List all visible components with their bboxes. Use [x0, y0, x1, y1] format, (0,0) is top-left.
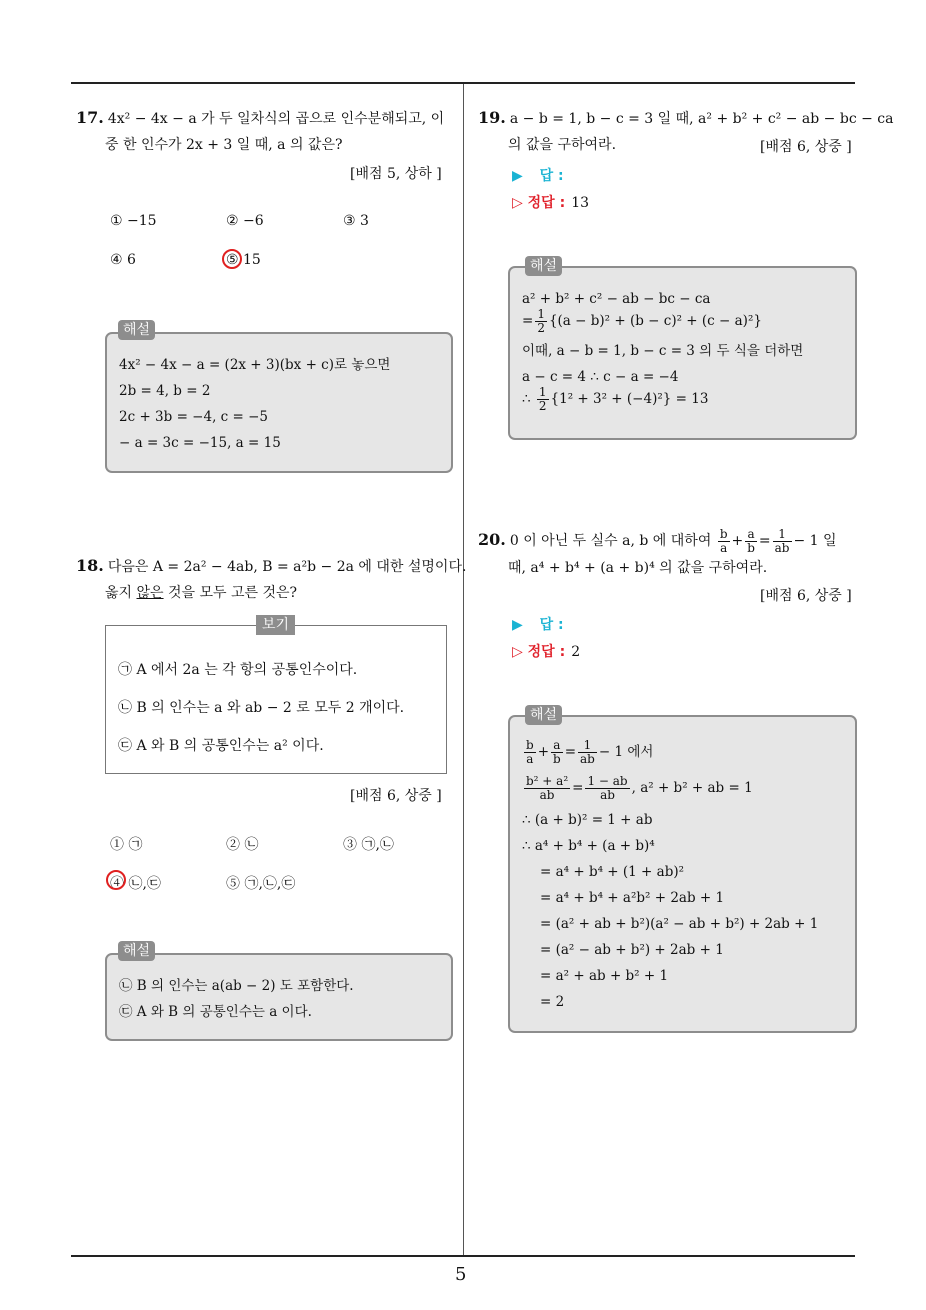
solution-line: = a⁴ + b⁴ + a²b² + 2ab + 1 [540, 890, 725, 906]
play-outline-icon: ▷ [512, 195, 523, 211]
solution-tag: 해설 [118, 320, 155, 340]
solution-line: − a = 3c = −15, a = 15 [119, 435, 281, 451]
correct-value: 13 [571, 195, 590, 211]
bogi-item: ㉡ B 의 인수는 a 와 ab − 2 로 모두 2 개이다. [118, 700, 405, 716]
question-text: 중 한 인수가 2x + 3 일 때, a 의 값은? [105, 137, 343, 153]
solution-line: 4x² − 4x − a = (2x + 3)(bx + c)로 놓으면 [119, 357, 391, 373]
solution-line: a² + b² + c² − ab − bc − ca [522, 291, 711, 307]
fraction: $\frac{a}{b}$ [747, 526, 755, 555]
correct-value: 2 [571, 644, 581, 660]
question-text: 때, a⁴ + b⁴ + (a + b)⁴ 의 값을 구하여라. [508, 560, 768, 576]
solution-line: $\frac{\text{b² + a²}}{ab}$ = $\frac{1 - ab}{ab}$ , a² + b² + ab = 1 [526, 774, 753, 802]
solution-tag: 해설 [525, 705, 562, 725]
solution-line: = $\frac{1}{2}$ {(a − b)² + (b − c)² + (c − a)²} [522, 307, 762, 335]
solution-box [105, 332, 453, 473]
bogi-tag: 보기 [256, 615, 295, 635]
solution-line: 2b = 4, b = 2 [119, 383, 211, 399]
choice-1[interactable]: ① ㉠ [110, 837, 143, 853]
solution-line: ∴ a⁴ + b⁴ + (a + b)⁴ [522, 838, 655, 854]
choice-3[interactable]: ③ 3 [343, 213, 369, 229]
choice-4[interactable]: ④ 6 [110, 252, 136, 268]
solution-line: $\frac{b}{a}$ + $\frac{a}{b}$ = $\frac{1}{ab}$ − 1 에서 [526, 738, 654, 766]
fraction: $\frac{1}{ab}$ [774, 526, 790, 555]
score-label: [배점 6, 상중 ] [760, 588, 852, 604]
question-text: 다음은 A = 2a² − 4ab, B = a²b − 2a 에 대한 설명이다. [107, 559, 467, 575]
play-icon: ▶ [512, 617, 523, 633]
question-number: 18. [76, 556, 104, 575]
column-divider [463, 84, 464, 1256]
question-number: 19. [478, 108, 506, 127]
choice-5[interactable]: ⑤ ㉠,㉡,㉢ [226, 876, 296, 892]
question-number: 17. [76, 108, 104, 127]
answer-mark-circle [222, 249, 242, 269]
play-icon: ▶ [512, 168, 523, 184]
solution-line: = (a² − ab + b²) + 2ab + 1 [540, 942, 724, 958]
score-label: [배점 5, 상하 ] [350, 166, 442, 182]
score-label: [배점 6, 상중 ] [760, 139, 852, 155]
play-outline-icon: ▷ [512, 644, 523, 660]
score-label: [배점 6, 상중 ] [350, 788, 442, 804]
underlined-word: 않은 [136, 585, 164, 601]
solution-line: = a² + ab + b² + 1 [540, 968, 669, 984]
correct-label: 정답 : [527, 644, 566, 660]
answer-label: 답 : [539, 168, 564, 184]
choice-2[interactable]: ② ㉡ [226, 837, 259, 853]
solution-line: 2c + 3b = −4, c = −5 [119, 409, 269, 425]
question-text: 옳지 [105, 585, 137, 601]
solution-line: = 2 [540, 994, 565, 1010]
answer-mark-circle [106, 870, 126, 890]
choice-2[interactable]: ② −6 [226, 213, 264, 229]
solution-box [508, 715, 857, 1033]
question-text: 것을 모두 고른 것은? [163, 585, 298, 601]
solution-tag: 해설 [525, 256, 562, 276]
solution-line: 이때, a − b = 1, b − c = 3 의 두 식을 더하면 [522, 343, 804, 359]
choice-1[interactable]: ① −15 [110, 213, 157, 229]
question-text: a − b = 1, b − c = 3 일 때, a² + b² + c² − ab − bc − ca [509, 111, 894, 127]
page-number: 5 [455, 1264, 467, 1285]
bogi-box [105, 625, 447, 774]
question-text: 4x² − 4x − a 가 두 일차식의 곱으로 인수분해되고, 이 [107, 111, 445, 127]
choice-5[interactable]: ⑤ 15 [226, 252, 261, 268]
question-text: 의 값을 구하여라. [508, 137, 617, 153]
question-text: − 1 일 [793, 533, 837, 549]
answer-label: 답 : [539, 617, 564, 633]
solution-tag: 해설 [118, 941, 155, 961]
solution-line: = (a² + ab + b²)(a² − ab + b²) + 2ab + 1 [540, 916, 819, 932]
bogi-item: ㉢ A 와 B 의 공통인수는 a² 이다. [118, 738, 324, 754]
solution-box [105, 953, 453, 1041]
solution-line: a − c = 4 ∴ c − a = −4 [522, 369, 679, 385]
fraction: $\frac{b}{a}$ [719, 526, 728, 555]
choice-3[interactable]: ③ ㉠,㉡ [343, 837, 394, 853]
solution-line: ㉢ A 와 B 의 공통인수는 a 이다. [119, 1004, 312, 1020]
bottom-rule [71, 1255, 855, 1257]
choice-4[interactable]: ④ ㉡,㉢ [110, 876, 161, 892]
solution-line: ∴ (a + b)² = 1 + ab [522, 812, 653, 828]
question-text: 0 이 아닌 두 실수 a, b 에 대하여 [509, 533, 712, 549]
correct-label: 정답 : [527, 195, 566, 211]
solution-line: = a⁴ + b⁴ + (1 + ab)² [540, 864, 685, 880]
bogi-item: ㉠ A 에서 2a 는 각 항의 공통인수이다. [118, 662, 358, 678]
solution-line: ∴ $\frac{1}{2}$ {1² + 3² + (−4)²} = 13 [522, 385, 709, 413]
question-number: 20. [478, 530, 506, 549]
solution-box [508, 266, 857, 440]
solution-line: ㉡ B 의 인수는 a(ab − 2) 도 포함한다. [119, 978, 354, 994]
